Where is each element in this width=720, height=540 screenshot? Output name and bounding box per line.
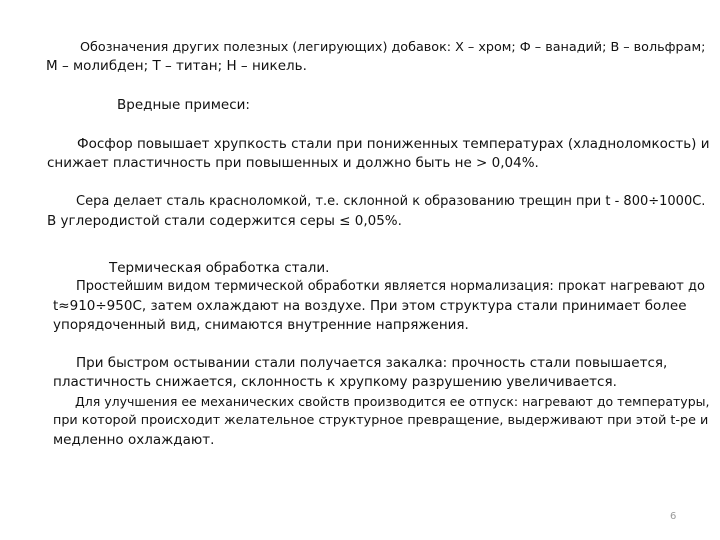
- tempering-line-1: Для улучшения ее механических свойств производится ее отпуск: нагревают до температуры,: [75, 394, 710, 409]
- phosphorus-line-1: Фосфор повышает хрупкость стали при пониженных температурах (хладноломкость) и: [77, 136, 710, 152]
- normalization-line-2: t≈910÷950С, затем охлаждают на воздухе. При этом структура стали принимает более: [53, 298, 687, 314]
- tempering-line-3: медленно охлаждают.: [53, 432, 215, 448]
- additives-line-1: Обозначения других полезных (легирующих) добавок: Х – хром; Ф – ванадий; В – вольфрам;: [80, 40, 706, 55]
- page-number: 6: [670, 511, 677, 522]
- impurities-heading: Вредные примеси:: [117, 97, 250, 113]
- tempering-line-2: при которой происходит желательное структурное превращение, выдерживают при этой t-ре и: [53, 413, 709, 428]
- heat-treatment-heading: Термическая обработка стали.: [109, 260, 330, 276]
- quenching-line-1: При быстром остывании стали получается закалка: прочность стали повышается,: [76, 355, 668, 371]
- sulfur-line-2: В углеродистой стали содержится серы ≤ 0,05%.: [47, 213, 402, 229]
- normalization-line-1: Простейшим видом термической обработки является нормализация: прокат нагревают до: [76, 279, 705, 294]
- quenching-line-2: пластичность снижается, склонность к хрупкому разрушению увеличивается.: [53, 374, 617, 390]
- additives-line-2: М – молибден; Т – титан; Н – никель.: [46, 58, 307, 74]
- normalization-line-3: упорядоченный вид, снимаются внутренние напряжения.: [53, 317, 469, 333]
- sulfur-line-1: Сера делает сталь красноломкой, т.е. склонной к образованию трещин при t - 800÷1000С.: [76, 194, 706, 209]
- phosphorus-line-2: снижает пластичность при повышенных и должно быть не > 0,04%.: [47, 155, 539, 171]
